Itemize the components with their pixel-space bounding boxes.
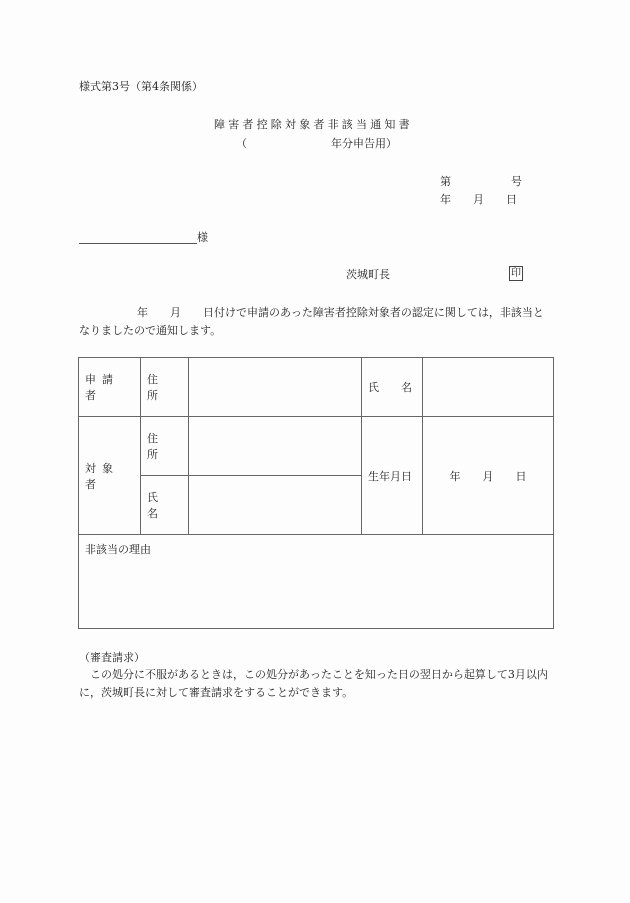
form-number: 様式第3号（第4条関係）: [79, 80, 203, 93]
body-month-label: 月: [170, 306, 181, 319]
seal-mark: 印: [511, 268, 521, 279]
notice-table: [78, 357, 554, 629]
issuer-name: 茨城町長: [346, 268, 390, 281]
reason-field[interactable]: [79, 535, 554, 629]
subject-address-field[interactable]: [189, 417, 362, 476]
number-suffix: 号: [511, 175, 522, 188]
document-title: 障害者控除対象者非該当通知書: [214, 118, 413, 131]
applicant-address-label: 住 所: [141, 358, 189, 417]
date-year-label: 年: [440, 193, 451, 206]
reason-row: [79, 535, 554, 629]
subtitle-open: （: [236, 137, 247, 150]
appeal-text: [79, 666, 551, 702]
subject-address-label: 住 所: [141, 417, 189, 476]
applicant-address-field[interactable]: [189, 358, 362, 417]
document-number: [440, 175, 522, 189]
dob-year-label: 年: [449, 469, 461, 483]
reason-label: 非該当の理由: [85, 543, 151, 556]
document-subtitle: [236, 137, 397, 151]
applicant-label: 申請者: [79, 358, 141, 417]
addressee-suffix: 様: [197, 231, 208, 244]
date-month-label: 月: [473, 193, 484, 206]
subject-name-field[interactable]: [189, 476, 362, 535]
dob-label: 生年月日: [362, 417, 423, 535]
subject-label: 対象者: [79, 417, 141, 535]
body-year-label: 年: [137, 306, 148, 319]
applicant-row: [79, 358, 554, 417]
applicant-name-label: 氏 名: [362, 358, 423, 417]
notice-body: [79, 304, 549, 340]
subject-address-row: [79, 417, 554, 476]
subject-name-label: 氏 名: [141, 476, 189, 535]
appeal-heading: （審査請求）: [79, 651, 145, 664]
body-text: 日付けで申請のあった障害者控除対象者の認定に関しては，非該当となりましたので通知します。: [79, 306, 544, 337]
dob-field[interactable]: [423, 417, 554, 535]
dob-month-label: 月: [482, 469, 494, 483]
date-day-label: 日: [506, 193, 517, 206]
appeal-body: この処分に不服があるときは，この処分があったことを知った日の翌日から起算して3月以内に，茨城町長に対して審査請求をすることができます。: [79, 668, 548, 699]
applicant-name-field[interactable]: [423, 358, 554, 417]
subtitle-close: 年分申告用）: [331, 137, 397, 150]
dob-day-label: 日: [515, 469, 527, 483]
addressee-name-line[interactable]: [79, 243, 197, 244]
number-prefix: 第: [440, 175, 451, 188]
issue-date: [440, 193, 517, 207]
